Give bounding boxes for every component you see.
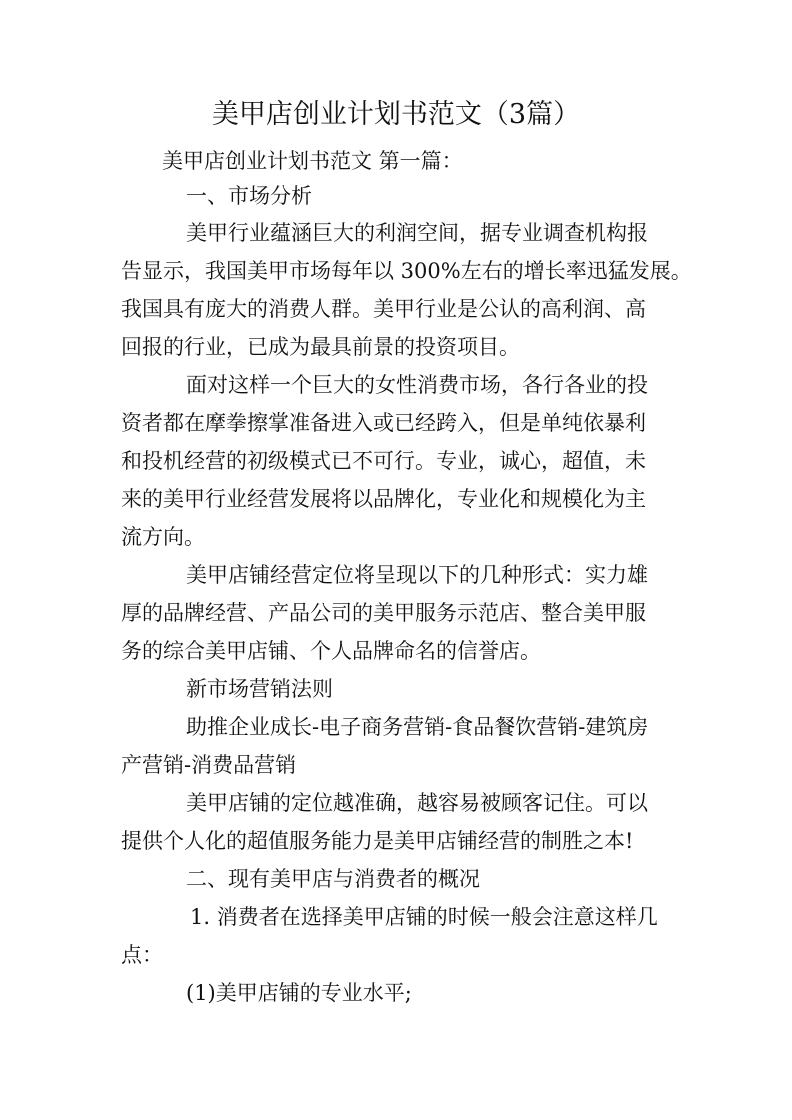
list-item: (1)美甲店铺的专业水平;: [186, 981, 412, 1005]
paragraph-line: 告显示，我国美甲市场每年以 300%左右的增长率迅猛发展。: [121, 259, 692, 283]
paragraph-line: 务的综合美甲店铺、个人品牌命名的信誉店。: [121, 639, 541, 663]
paragraph-line: 流方向。: [121, 525, 205, 549]
list-item: 点：: [121, 943, 163, 967]
paragraph-line: 美甲行业蕴涵巨大的利润空间，据专业调查机构报: [186, 221, 648, 245]
paragraph-line: 产营销-消费品营销: [121, 753, 297, 777]
paragraph-line: 助推企业成长-电子商务营销-食品餐饮营销-建筑房: [186, 715, 649, 739]
paragraph-line: 面对这样一个巨大的女性消费市场，各行各业的投: [186, 373, 648, 397]
section-heading: 一、市场分析: [186, 184, 312, 208]
paragraph-line: 来的美甲行业经营发展将以品牌化，专业化和规模化为主: [121, 487, 646, 511]
paragraph-line: 回报的行业，已成为最具前景的投资项目。: [121, 335, 520, 359]
section-heading: 二、现有美甲店与消费者的概况: [186, 867, 480, 891]
paragraph-line: 厚的品牌经营、产品公司的美甲服务示范店、整合美甲服: [121, 601, 646, 625]
section-heading: 美甲店创业计划书范文 第一篇：: [162, 149, 463, 173]
paragraph-line: 和投机经营的初级模式已不可行。专业，诚心，超值，未: [121, 449, 646, 473]
paragraph-line: 提供个人化的超值服务能力是美甲店铺经营的制胜之本!: [121, 829, 634, 853]
list-item: 1. 消费者在选择美甲店铺的时候一般会注意这样几: [190, 905, 658, 929]
paragraph-line: 资者都在摩拳擦掌准备进入或已经跨入，但是单纯依暴利: [121, 411, 646, 435]
paragraph-line: 我国具有庞大的消费人群。美甲行业是公认的高利润、高: [121, 297, 646, 321]
paragraph-line: 新市场营销法则: [186, 677, 333, 701]
document-title: 美甲店创业计划书范文（3篇）: [211, 99, 581, 130]
paragraph-line: 美甲店铺的定位越准确，越容易被顾客记住。可以: [186, 791, 648, 815]
paragraph-line: 美甲店铺经营定位将呈现以下的几种形式：实力雄: [186, 563, 648, 587]
